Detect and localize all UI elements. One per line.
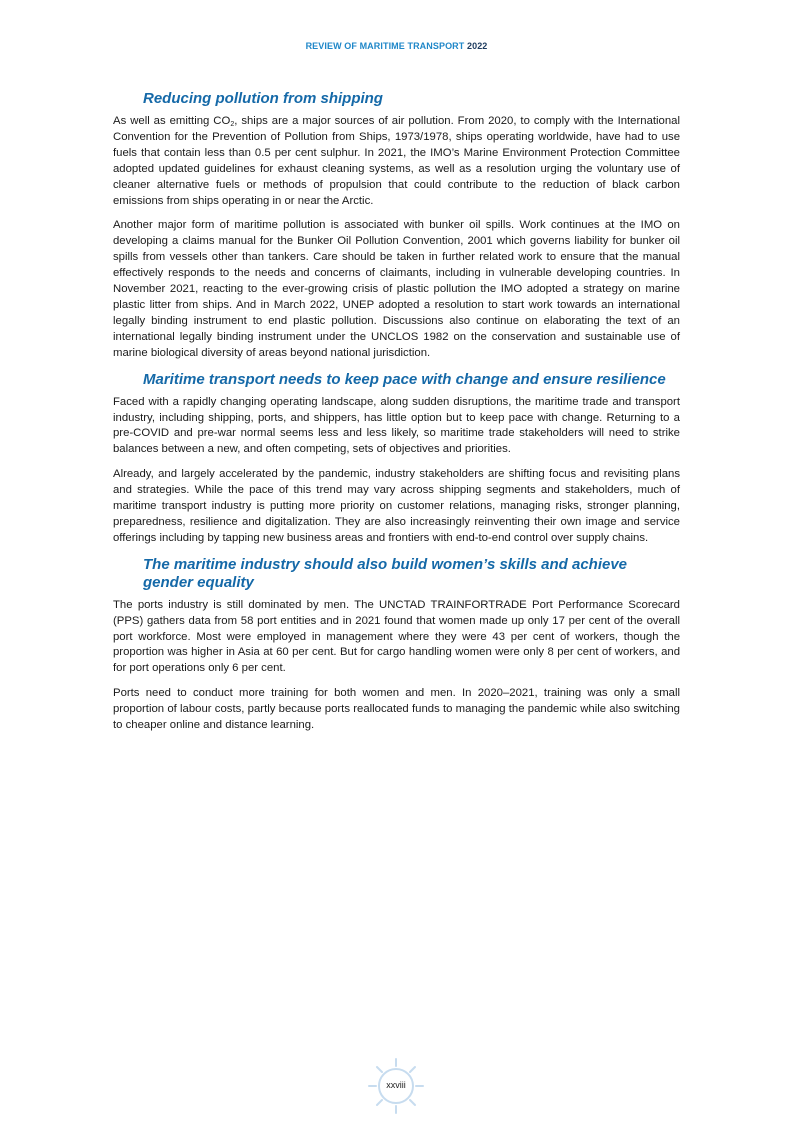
paragraph-ports-men: The ports industry is still dominated by men. The UNCTAD TRAINFORTRADE Port Performance Scorecard (PPS) gathers data from 58 port entities and in 2021 found that women made up only 17 per cent of the overall port workforce. Most were employed in management where they were 43 per cent of workers, though the proportion was higher in Asia at 60 per cent. But for cargo handling women were only 8 per cent of workers, and for port operations only 6 per cent.	[113, 598, 680, 675]
page-number: xxviii	[386, 1080, 406, 1090]
paragraph-stakeholders: Already, and largely accelerated by the pandemic, industry stakeholders are shifting focus and revisiting plans and strategies. While the pace of this trend may vary across shipping segments and stakeholders, much of maritime transport industry is putting more priority on customer relations, managing risks, stronger planning, preparedness, resilience and digitalization. They are also increasingly reinventing their own image and service offerings including by tapping new business areas and frontiers with end-to-end control over supply chains.	[113, 468, 680, 544]
section-heading-resilience: Maritime transport needs to keep pace with change and ensure resilience	[143, 370, 666, 388]
paragraph-co2-emissions	[113, 114, 680, 209]
paragraph-changing-landscape: Faced with a rapidly changing operating landscape, along sudden disruptions, the maritime trade and transport industry, including shipping, ports, and shippers, has little option but to keep pace with change. Returning to a pre-COVID and pre-war normal seems less and less likely, so maritime trade stakeholders will need to strike balances between a new, and often competing, sets of objectives and priorities.	[113, 395, 680, 456]
paragraph-training: Ports need to conduct more training for both women and men. In 2020–2021, training was only a small proportion of labour costs, partly because ports reallocated funds to managing the pandemic while also switching to cheaper online and distance learning.	[113, 687, 680, 732]
page-footer	[366, 1056, 426, 1116]
paragraph-oil-spills: Another major form of maritime pollution is associated with bunker oil spills. Work continues at the IMO on developing a claims manual for the Bunker Oil Pollution Convention, 2001 which governs liability for bunker oil spills from vessels other than tankers. Care should be taken in further related work to ensure that the manual effectively responds to the needs and concerns of claimants, including in vulnerable developing countries. In November 2021, reacting to the ever-growing crisis of plastic pollution the IMO adopted a strategy on marine plastic litter from ships. And in March 2022, UNEP adopted a resolution to start work towards an international legally binding instrument to end plastic pollution. Discussions also continue on elaborating the text of an international legally binding instrument under the UNCLOS 1982 on the conservation and sustainable use of marine biological diversity of areas beyond national jurisdiction.	[113, 219, 680, 359]
paragraph-co2-post: , ships are a major sources of air pollution. From 2020, to comply with the International Convention for the Prevention of Pollution from Ships, 1973/1978, ships operating worldwide, have had to use fuels that contain less than 0.5 per cent sulphur. In 2021, the IMO’s Marine Environment Protection Committee adopted updated guidelines for exhaust cleaning systems, as well as a resolution urging the voluntary use of cleaner alternative fuels or methods of propulsion that could contribute to the reduction of black carbon emissions from ships operating in or near the Arctic.	[113, 115, 681, 207]
section-heading-pollution: Reducing pollution from shipping	[143, 90, 383, 107]
paragraph-co2-pre: As well as emitting CO	[113, 115, 231, 127]
running-header	[0, 41, 793, 51]
main-content	[113, 90, 680, 743]
co2-subscript: 2	[230, 121, 235, 128]
running-header-title: REVIEW OF MARITIME TRANSPORT	[305, 41, 465, 51]
running-header-year: 2022	[466, 41, 488, 51]
section-heading-gender: The maritime industry should also build women’s skills and achieve gender equality	[143, 555, 628, 591]
